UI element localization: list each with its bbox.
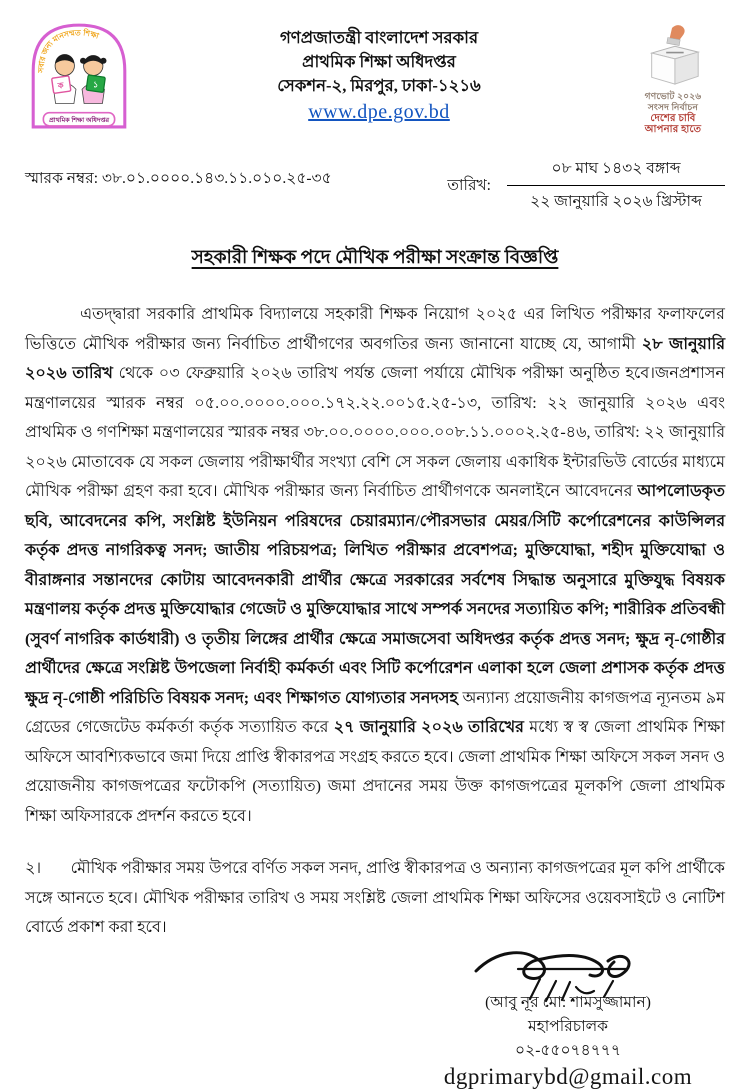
election-logo-line2: সংসদ নির্বাচন: [647, 102, 699, 112]
election-logo-line4: আপনার হাতে: [644, 124, 702, 135]
memo-label: স্মারক নম্বর:: [25, 170, 99, 187]
department-name: প্রাথমিক শিক্ষা অধিদপ্তর: [302, 51, 456, 71]
notice-title: সহকারী শিক্ষক পদে মৌখিক পরীক্ষা সংক্রান্ত বিজ্ঞপ্তি: [191, 248, 559, 268]
dpe-logo-banner-text: প্রাথমিক শিক্ষা অধিদপ্তর: [48, 116, 110, 124]
date-label: তারিখ:: [447, 176, 491, 194]
ballot-box-icon: [637, 24, 709, 86]
date-bangla: ০৮ মাঘ ১৪৩২ বঙ্গাব্দ: [507, 156, 725, 186]
signer-name: (আবু নূর মো: শামসুজ্জামান): [485, 993, 651, 1011]
memo-date-row: [25, 156, 725, 215]
paragraph-1: এতদ্দ্বারা সরকারি প্রাথমিক বিদ্যালয়ে সহকারী শিক্ষক নিয়োগ ২০২৫ এর লিখিত পরীক্ষার ফলাফলের ভিত্তিতে মৌখিক পরীক্ষার জন্য নির্বাচিত প্রার্থীগণের অবগতির জন্য জানানো যাচ্ছে যে, আগামী ২৮ জানুয়ারি ২০২৬ তারিখ থেকে ০৩ ফেব্রুয়ারি ২০২৬ তারিখ পর্যন্ত জেলা পর্যায়ে মৌখিক পরীক্ষা অনুষ্ঠিত হবে।জনপ্রশাসন মন্ত্রণালয়ের স্মারক নম্বর ০৫.০০.০০০০.০০০.১৭২.২২.০০১৫.২৫-১৩, তারিখ: ২২ জানুয়ারি ২০২৬ এবং প্রাথমিক ও গণশিক্ষা মন্ত্রণালয়ের স্মারক নম্বর ৩৮.০০.০০০০.০০০.০০৮.১১.০০০২.২৫-৪৬, তারিখ: ২২ জানুয়ারি ২০২৬ মোতাবেক যে সকল জেলায় পরীক্ষার্থীর সংখ্যা বেশি সে সকল জেলায় একাধিক ইন্টারভিউ বোর্ডের মাধ্যমে মৌখিক পরীক্ষা গ্রহণ করা হবে। মৌখিক পরীক্ষার জন্য নির্বাচিত প্রার্থীগণকে অনলাইনে আবেদনের আপলোডকৃত ছবি, আবেদনের কপি, সংশ্লিষ্ট ইউনিয়ন পরিষদের চেয়ারম্যান/পৌরসভার মেয়র/সিটি কর্পোরেশনের কাউন্সিলর কর্তৃক প্রদত্ত নাগরিকত্ব সনদ; জাতীয় পরিচয়পত্র; লিখিত পরীক্ষার প্রবেশপত্র; মুক্তিযোদ্ধা, শহীদ মুক্তিযোদ্ধা ও বীরাঙ্গনার সন্তানদের কোটায় আবেদনকারী প্রার্থীর ক্ষেত্রে সরকারের সর্বশেষ সিদ্ধান্ত অনুসারে মুক্তিযুদ্ধ বিষয়ক মন্ত্রণালয় কর্তৃক প্রদত্ত মুক্তিযোদ্ধার গেজেট ও মুক্তিযোদ্ধার সাথে সম্পর্ক সনদের সত্যায়িত কপি; শারীরিক প্রতিবন্ধী (সুবর্ণ নাগরিক কার্ডধারী) ও তৃতীয় লিঙ্গের প্রার্থীর ক্ষেত্রে সমাজসেবা অধিদপ্তর কর্তৃক প্রদত্ত সনদ; ক্ষুদ্র নৃ-গোষ্ঠীর প্রার্থীদের ক্ষেত্রে সংশ্লিষ্ট উপজেলা নির্বাহী কর্মকর্তা এবং সিটি কর্পোরেশন এলাকা হলে জেলা প্রশাসক কর্তৃক প্রদত্ত ক্ষুদ্র নৃ-গোষ্ঠী পরিচিতি বিষয়ক সনদ; এবং শিক্ষাগত যোগ্যতার সনদসহ অন্যান্য প্রয়োজনীয় কাগজপত্র ন্যূনতম ৯ম গ্রেডের গেজেটেড কর্মকর্তা কর্তৃক সত্যায়িত করে ২৭ জানুয়ারি ২০২৬ তারিখের মধ্যে স্ব স্ব জেলা প্রাথমিক শিক্ষা অফিসে আবশ্যিকভাবে জমা দিয়ে প্রাপ্তি স্বীকারপত্র সংগ্রহ করতে হবে। জেলা প্রাথমিক শিক্ষা অফিসে সকল সনদ ও প্রয়োজনীয় কাগজপত্রের ফটোকপি (সত্যায়িত) জমা প্রদানের সময় উক্ত কাগজপত্রের মূলকপি জেলা প্রাথমিক শিক্ষা অফিসারকে প্রদর্শন করতে হবে।: [25, 306, 725, 825]
date-block: [447, 156, 725, 215]
election-logo-line1: গণভোট ২০২৬: [644, 91, 702, 101]
book-left-icon: [52, 76, 71, 94]
government-name: গণপ্রজাতন্ত্রী বাংলাদেশ সরকার: [279, 28, 479, 47]
header: [25, 16, 725, 138]
date-gregorian: ২২ জানুয়ারি ২০২৬ খ্রিস্টাব্দ: [530, 193, 702, 210]
svg-text:ক: ক: [57, 80, 65, 91]
notice-body: [25, 300, 725, 943]
memo-number-line: [25, 156, 332, 192]
office-address: সেকশন-২, মিরপুর, ঢাকা-১২১৬: [277, 75, 481, 95]
dpe-logo: [25, 18, 137, 137]
letterhead: [137, 26, 621, 127]
svg-text:১: ১: [92, 79, 99, 90]
date-stack: [507, 156, 725, 215]
book-right-icon: [86, 75, 105, 93]
memo-number: ৩৮.০১.০০০০.১৪৩.১১.০১০.২৫-৩৫: [101, 170, 332, 187]
paragraph-2: ২। মৌখিক পরীক্ষার সময় উপরে বর্ণিত সকল সনদ, প্রাপ্তি স্বীকারপত্র ও অন্যান্য কাগজপত্রের মূল কপি প্রার্থীকে সঙ্গে আনতে হবে। মৌখিক পরীক্ষার তারিখ ও সময় সংশ্লিষ্ট জেলা প্রাথমিক শিক্ষা অফিসের ওয়েবসাইটে ও নোটিশ বোর্ডে প্রকাশ করা হবে।: [25, 860, 725, 936]
website-row: [137, 98, 621, 127]
website-link[interactable]: www.dpe.gov.bd: [308, 100, 450, 123]
election-logo: [621, 24, 725, 135]
signature-block: [423, 945, 713, 1089]
dpe-logo-icon: [25, 18, 133, 132]
election-logo-line3: দেশের চাবি: [650, 113, 696, 124]
dpe-logo-arc-text: সবার জন্য মানসম্মত শিক্ষা: [36, 28, 100, 73]
signer-phone: ০২-৫৫০৭৪৭৭৭: [515, 1041, 621, 1059]
signer-designation: মহাপরিচালক: [528, 1017, 608, 1035]
signer-email: dgprimarybd@gmail.com: [443, 1063, 693, 1089]
